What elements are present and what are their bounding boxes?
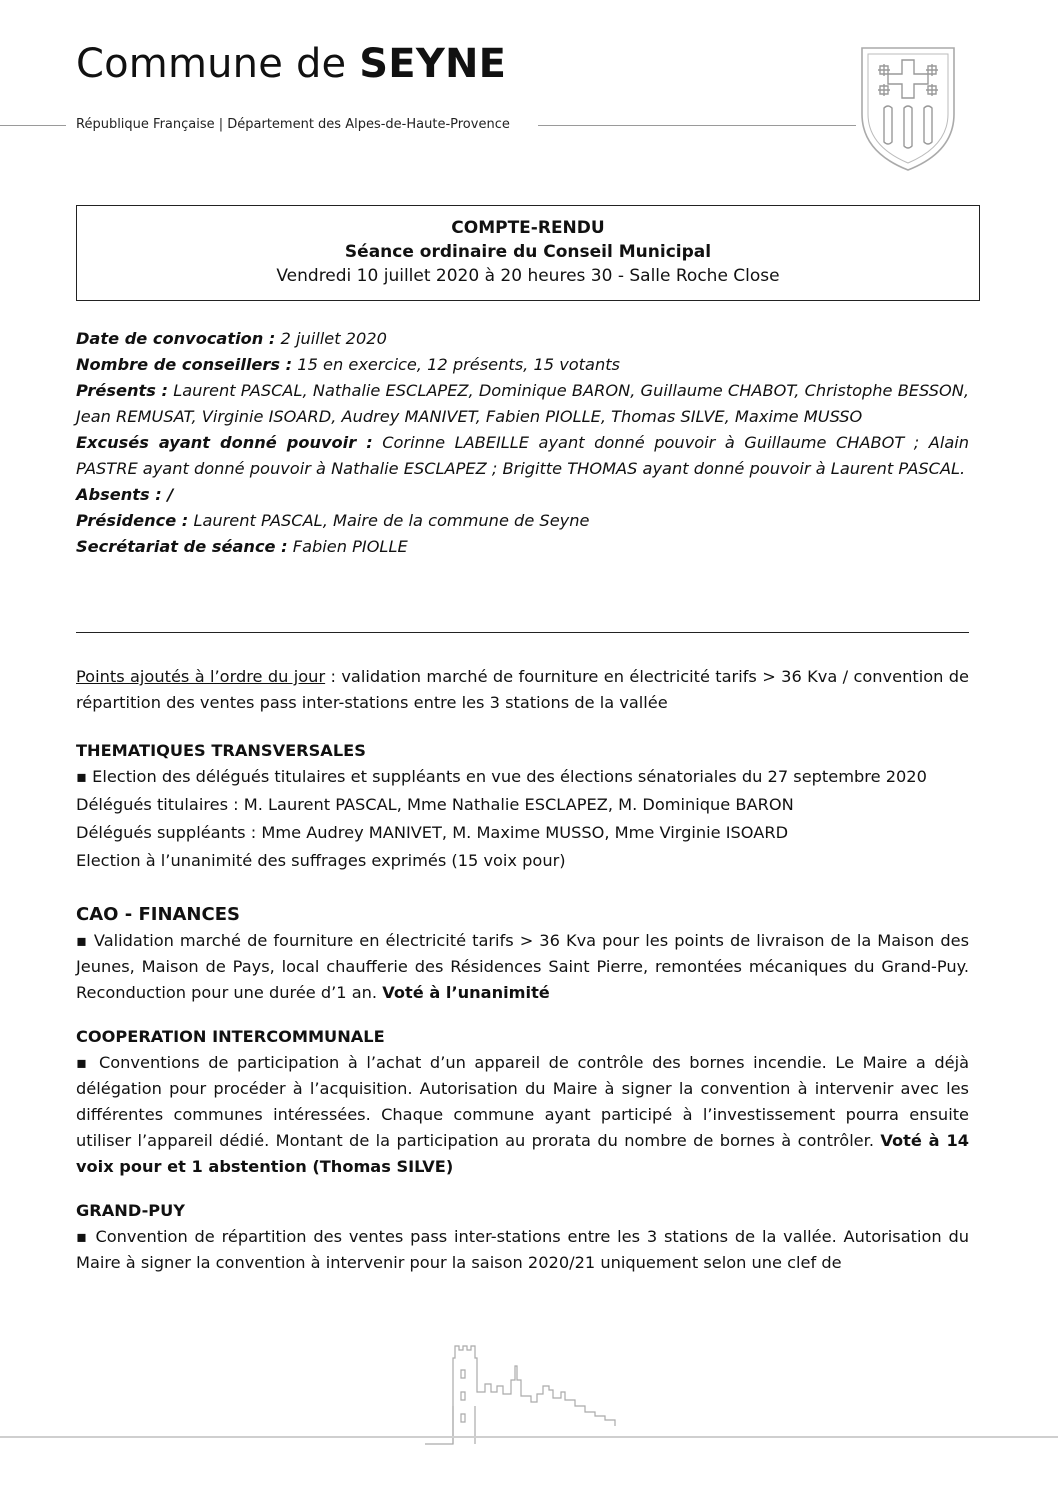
cao-item: ▪ Validation marché de fourniture en électricité tarifs > 36 Kva pour les points de livraison de la Maison des Jeunes, Maison de Pays, local chaufferie des Résidences Saint Pierre, remontées mécaniques du Grand-Puy. Reconduction pour une durée d’1 an. Voté à l’unanimité — [76, 931, 969, 1002]
report-header-box — [76, 205, 980, 301]
delegues-titulaires: Délégués titulaires : M. Laurent PASCAL, Mme Nathalie ESCLAPEZ, M. Dominique BARON — [76, 795, 794, 814]
delegues-suppleants: Délégués suppléants : Mme Audrey MANIVET, M. Maxime MUSSO, Mme Virginie ISOARD — [76, 823, 789, 842]
subtitle-row — [0, 114, 858, 136]
divider — [76, 632, 969, 633]
title-light: Commune de — [76, 41, 360, 87]
conseillers-line: Nombre de conseillers : 15 en exercice, 12 présents, 15 votants — [76, 355, 620, 374]
title-bold: SEYNE — [359, 41, 507, 87]
coat-of-arms-icon — [858, 44, 958, 174]
absents-line: Absents : / — [76, 485, 174, 504]
commune-title — [76, 42, 506, 86]
thematiques-item: ▪ Election des délégués titulaires et suppléants en vue des élections sénatoriales du 27 septembre 2020 — [76, 767, 927, 786]
report-type: COMPTE-RENDU — [451, 218, 605, 238]
subtitle-rule-left — [0, 125, 66, 126]
session-date-place: Vendredi 10 juillet 2020 à 20 heures 30 - Salle Roche Close — [276, 266, 780, 286]
added-points: Points ajoutés à l’ordre du jour : validation marché de fourniture en électricité tarifs > 36 Kva / convention de répartition des ventes pass inter-stations entre les 3 stations de la vallée — [76, 667, 969, 712]
subtitle: République Française | Département des Alpes-de-Haute-Provence — [76, 117, 510, 132]
cooperation-item: ▪ Conventions de participation à l’achat d’un appareil de contrôle des bornes incendie. Le Maire a déjà délégation pour procéder à l’acquisition. Autorisation du Maire à signer la convention à intervenir avec les différentes communes intéressées. Chaque commune ayant participé à l’investissement pourra ensuite utiliser l’appareil dédié. Montant de la participation au prorata du nombre de bornes à contrôler. Voté à 14 voix pour et 1 abstention (Thomas SILVE) — [76, 1053, 970, 1176]
convocation-line: Date de convocation : 2 juillet 2020 — [76, 329, 387, 348]
section-title-cao: CAO - FINANCES — [76, 904, 240, 925]
session-type: Séance ordinaire du Conseil Municipal — [344, 242, 712, 262]
section-title-thematiques: THEMATIQUES TRANSVERSALES — [76, 741, 366, 760]
section-title-grandpuy: GRAND-PUY — [76, 1201, 186, 1220]
election-result: Election à l’unanimité des suffrages exprimés (15 voix pour) — [76, 851, 566, 870]
footer-rule — [0, 1436, 1058, 1438]
presents-line: Présents : Laurent PASCAL, Nathalie ESCLAPEZ, Dominique BARON, Guillaume CHABOT, Christophe BESSON, Jean REMUSAT, Virginie ISOARD, Audrey MANIVET, Fabien PIOLLE, Thomas SILVE, Maxime MUSSO — [76, 381, 969, 426]
attendance-info — [76, 326, 969, 560]
secretariat-line: Secrétariat de séance : Fabien PIOLLE — [76, 537, 408, 556]
excuses-line: Excusés ayant donné pouvoir : Corinne LABEILLE ayant donné pouvoir à Guillaume CHABOT ; Alain PASTRE ayant donné pouvoir à Nathalie ESCLAPEZ ; Brigitte THOMAS ayant donné pouvoir à Laurent PASCAL. — [76, 433, 970, 478]
village-skyline-icon — [425, 1336, 635, 1446]
subtitle-rule-right — [538, 125, 856, 126]
report-body — [76, 664, 969, 1276]
presidence-line: Présidence : Laurent PASCAL, Maire de la commune de Seyne — [76, 511, 590, 530]
grandpuy-item: ▪ Convention de répartition des ventes pass inter-stations entre les 3 stations de la vallée. Autorisation du Maire à signer la convention à intervenir pour la saison 2020/21 uniquement selon une clef de — [76, 1227, 969, 1272]
section-title-cooperation: COOPERATION INTERCOMMUNALE — [76, 1027, 385, 1046]
